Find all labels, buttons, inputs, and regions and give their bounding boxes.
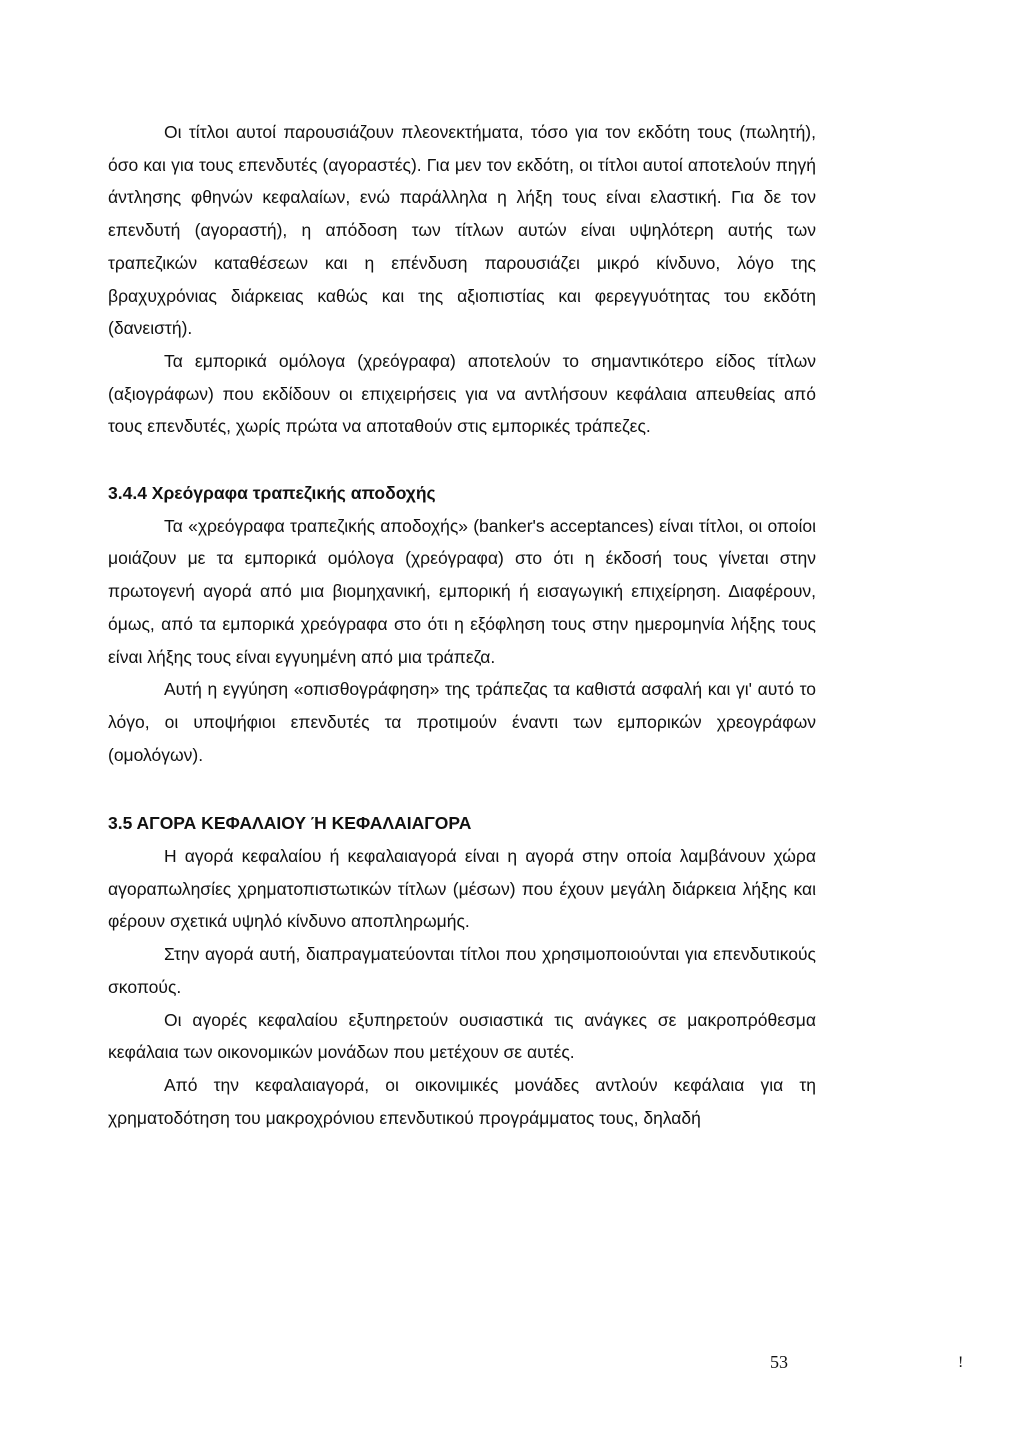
- section-3-4-4-paragraph-2: Αυτή η εγγύηση «οπισθογράφηση» της τράπεζας τα καθιστά ασφαλή και γι' αυτό το λόγο, οι υποψήφιοι επενδυτές τα προτιμούν έναντι των εμπορικών χρεογράφων (ομολόγων).: [108, 679, 816, 765]
- section-3-4-4-paragraph-1: Τα «χρεόγραφα τραπεζικής αποδοχής» (banker's acceptances) είναι τίτλοι, οι οποίοι μοιάζουν με τα εμπορικά ομόλογα (χρεόγραφα) στο ότι η έκδοσή τους γίνεται στην πρωτογενή αγορά από μια βιομηχανική, εμπορική ή εισαγωγική επιχείρηση. Διαφέρουν, όμως, από τα εμπορικά χρεόγραφα στο ότι η εξόφληση τους στην ημερομηνία λήξης τους είναι λήξης τους είναι εγγυημένη από μια τράπεζα.: [108, 515, 816, 667]
- intro-paragraph-2: Τα εμπορικά ομόλογα (χρεόγραφα) αποτελούν το σημαντικότερο είδος τίτλων (αξιογράφων) που εκδίδουν οι επιχειρήσεις για να αντλήσουν κεφάλαια απευθείας από τους επενδυτές, χωρίς πρώτα να αποταθούν στις εμπορικές τράπεζες.: [108, 350, 816, 437]
- page-content: [108, 116, 816, 1134]
- section-3-5-paragraph-1: Η αγορά κεφαλαίου ή κεφαλαιαγορά είναι η αγορά στην οποία λαμβάνουν χώρα αγοραπωλησίες χρηματοπιστωτικών τίτλων (μέσων) που έχουν μεγάλη διάρκεια λήξης και φέρουν σχετικά υψηλό κίνδυνο αποπληρωμής.: [108, 846, 816, 932]
- section-heading-3-4-4: 3.4.4 Χρεόγραφα τραπεζικής αποδοχής: [108, 483, 436, 504]
- section-3-5-paragraph-3: Οι αγορές κεφαλαίου εξυπηρετούν ουσιαστικά τις ανάγκες σε μακροπρόθεσμα κεφάλαια των οικονομικών μονάδων που μετέχουν σε αυτές.: [108, 1009, 816, 1063]
- margin-mark: !: [958, 1354, 964, 1371]
- section-3-5-paragraph-2: Στην αγορά αυτή, διαπραγματεύονται τίτλοι που χρησιμοποιούνται για επενδυτικούς σκοπούς.: [108, 944, 816, 997]
- page-number: 53: [770, 1352, 788, 1372]
- section-3-5-paragraph-4: Από την κεφαλαιαγορά, οι οικονιμικές μονάδες αντλούν κεφάλαια για τη χρηματοδότηση του μακροχρόνιου επενδυτικού προγράμματος τους, δηλαδή: [108, 1074, 816, 1128]
- section-heading-3-5: 3.5 ΑΓΟΡΑ ΚΕΦΑΛΑΙΟΥ Ή ΚΕΦΑΛΑΙΑΓΟΡΑ: [108, 813, 472, 834]
- intro-paragraph-1: Οι τίτλοι αυτοί παρουσιάζουν πλεονεκτήματα, τόσο για τον εκδότη τους (πωλητή), όσο και για τους επενδυτές (αγοραστές). Για μεν τον εκδότη, οι τίτλοι αυτοί αποτελούν πηγή άντλησης φθηνών κεφαλαίων, ενώ παράλληλα η λήξη τους είναι ελαστική. Για δε τον επενδυτή (αγοραστή), η απόδοση των τίτλων αυτών είναι υψηλότερη αυτής των τραπεζικών καταθέσεων και η επένδυση παρουσιάζει μικρό κίνδυνο, λόγο της βραχυχρόνιας διάρκειας καθώς και της αξιοπιστίας και φερεγγυότητας του εκδότη (δανειστή).: [108, 122, 816, 339]
